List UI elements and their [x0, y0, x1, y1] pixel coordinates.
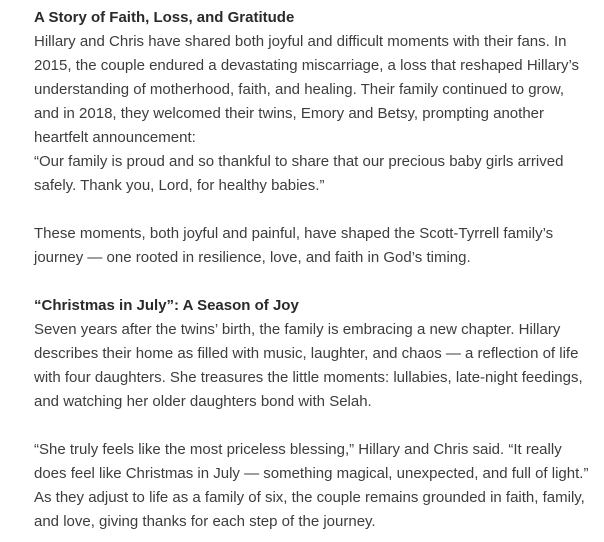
paragraph-priceless-blessing: “She truly feels like the most priceless blessing,” Hillary and Chris said. “It really does feel like Christmas in July — something magical, unexpected, and full of light.” As they adjust to life as a family of six, the couple remains grounded in faith, family, and love, giving thanks for each step of the journey. [34, 441, 589, 530]
paragraph-twins-announcement-quote: “Our family is proud and so thankful to share that our precious baby girls arrived safely. Thank you, Lord, for healthy babies.” [34, 153, 564, 194]
paragraph-family-journey: These moments, both joyful and painful, have shaped the Scott-Tyrrell family’s journey — one rooted in resilience, love, and faith in God’s timing. [34, 225, 554, 266]
paragraph-new-chapter: Seven years after the twins’ birth, the family is embracing a new chapter. Hillary describes their home as filled with music, laughter, and chaos — a reflection of life with four daughters. She treasures the little moments: lullabies, late-night feedings, and watching her older daughters bond with Selah. [34, 321, 583, 410]
section-heading-christmas-in-july: “Christmas in July”: A Season of Joy [34, 297, 299, 314]
article-body [34, 6, 590, 534]
paragraph-family-history: Hillary and Chris have shared both joyful and difficult moments with their fans. In 2015, the couple endured a devastating miscarriage, a loss that reshaped Hillary’s understanding of motherhood, faith, and healing. Their family continued to grow, and in 2018, they welcomed their twins, Emory and Betsy, prompting another heartfelt announcement: [34, 33, 580, 146]
section-heading-faith-loss-gratitude: A Story of Faith, Loss, and Gratitude [34, 9, 295, 26]
